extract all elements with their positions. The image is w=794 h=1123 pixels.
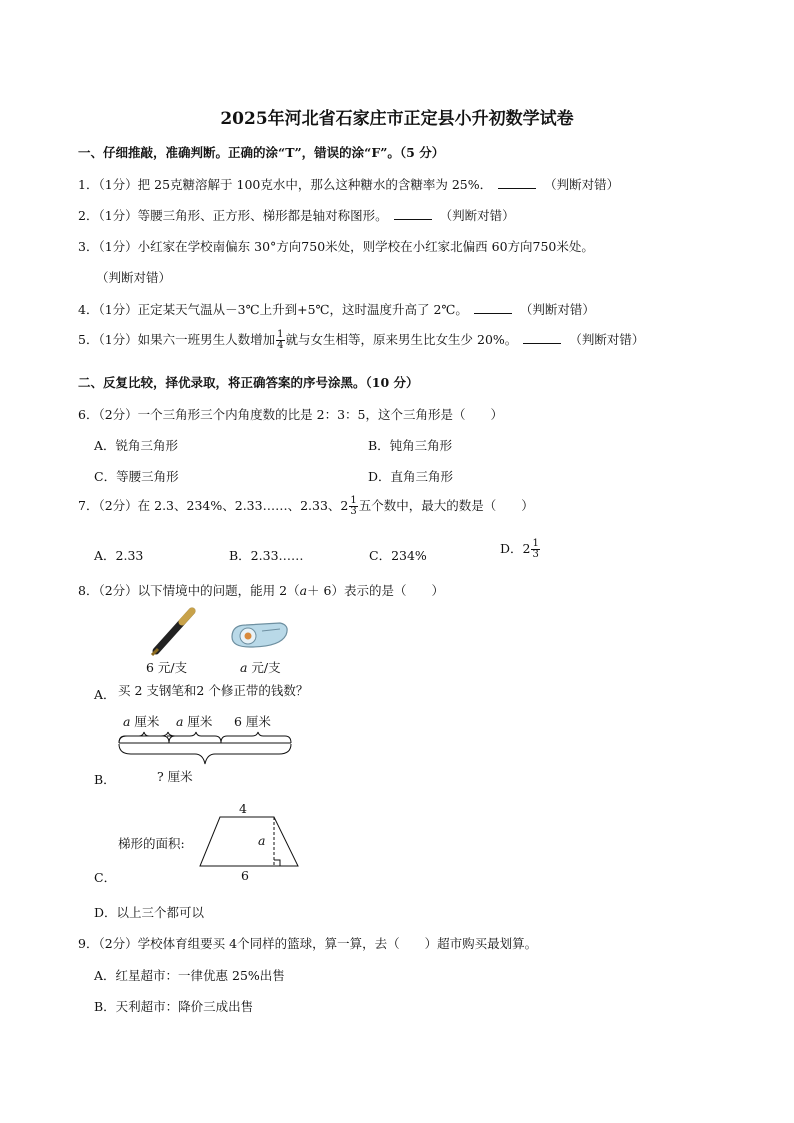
option-a[interactable]: A．红星超市：一律优惠 25%出售 [94,968,285,983]
trapezoid-area-label: 梯形的面积: [118,836,185,851]
option-a-text: 买 2 支钢笔和2 个修正带的钱数？ [118,683,309,698]
question-text-cont: 五个数中，最大的数是（ ） [358,498,534,513]
question-text: 3．（1分）小红家在学校南偏东 30°方向750米处，则学校在小红家北偏西 60方向750米处。 [78,239,594,254]
total-length: ? 厘米 [157,769,193,784]
option-c[interactable]: C．234% [369,548,427,563]
variable-a: a [176,714,184,729]
correction-tape-icon [228,617,292,651]
question-3 [78,237,594,255]
question-text: 8．（2分）以下情境中的问题，能用 2（ [78,583,300,598]
option-c[interactable] [94,868,116,886]
question-text-cont: 就与女生相等，原来男生比女生少 20%。 [285,332,518,347]
trapezoid-bottom-label: 6 [241,868,249,883]
option-d[interactable]: D．以上三个都可以 [94,905,205,920]
option-d[interactable]: D．直角三角形 [368,469,454,484]
fraction [276,330,284,351]
question-9: 9．（2分）学校体育组要买 4个同样的篮球，算一算，去（ ）超市购买最划算。 [78,936,538,951]
denominator: 4 [277,340,284,351]
judge-hint: （判断对错） [569,332,645,347]
question-text: 4．（1分）正定某天气温从－3℃上升到+5℃，这时温度升高了 2℃。 [78,302,468,317]
judge-hint: （判断对错） [544,177,620,192]
numerator: 1 [277,329,284,340]
answer-blank[interactable] [474,302,512,314]
option-a[interactable]: A．锐角三角形 [94,438,179,453]
trapezoid-height-label: a [258,833,266,848]
option-letter: A． [94,687,116,702]
section-2-heading: 二、反复比较，择优录取，将正确答案的序号涂黑。（10 分） [78,375,419,390]
segment-label-3: 6 厘米 [234,714,271,729]
variable-a: a [299,583,308,598]
trapezoid-diagram [196,814,306,870]
option-b[interactable]: B．天利超市：降价三成出售 [94,999,254,1014]
option-c[interactable]: C．等腰三角形 [94,469,179,484]
variable-a: a [240,660,248,675]
segment-label-1 [123,712,159,730]
option-b[interactable]: B．钝角三角形 [368,438,453,453]
option-d[interactable] [500,539,541,560]
question-text: 1．（1分）把 25克糖溶解于 100克水中，那么这种糖水的含糖率为 25%． [78,177,493,192]
denominator: 3 [532,549,539,560]
pen-price: 6 元/支 [146,660,188,675]
fraction [349,496,357,517]
unit: 厘米 [183,714,213,729]
section-1-heading: 一、仔细推敲，准确判断。正确的涂“T”，错误的涂“F”。（5 分） [78,145,445,160]
question-6: 6．（2分）一个三角形三个内角度数的比是 2：3：5，这个三角形是（ ） [78,407,503,422]
judge-hint: （判断对错） [439,208,515,223]
judge-hint: （判断对错） [519,302,595,317]
segment-label-2 [176,712,212,730]
question-text: 7．（2分）在 2.3、234%、2.33……、2.33、2 [78,498,349,513]
price-unit: 元/支 [247,660,281,675]
answer-blank[interactable] [523,332,561,344]
option-letter: B． [94,772,116,787]
option-d-label: D．2 [500,541,531,556]
denominator: 3 [350,506,357,517]
question-text: 5．（1分）如果六一班男生人数增加 [78,332,276,347]
question-3-hint: （判断对错） [96,270,172,285]
question-4 [78,300,595,318]
numerator: 1 [532,538,539,549]
page-title: 2025年河北省石家庄市正定县小升初数学试卷 [220,109,574,129]
answer-blank[interactable] [394,208,432,220]
question-text: 2．（1分）等腰三角形、正方形、梯形都是轴对称图形。 [78,208,388,223]
option-a[interactable]: A．2.33 [94,548,144,563]
trapezoid-top-label: 4 [239,801,247,816]
answer-blank[interactable] [498,177,536,189]
question-5 [78,330,644,351]
question-text-cont: ＋ 6）表示的是（ ） [307,583,444,598]
question-7 [78,496,534,517]
fraction [531,539,539,560]
question-2 [78,206,515,224]
question-1 [78,175,619,193]
pen-icon [148,605,200,657]
question-8 [78,581,444,599]
segment-diagram [115,730,295,770]
option-a[interactable] [94,685,116,703]
numerator: 1 [350,495,357,506]
option-letter: C． [94,870,117,885]
tape-price [240,658,281,676]
option-b[interactable]: B．2.33…… [229,548,304,563]
option-b[interactable] [94,770,116,788]
unit: 厘米 [130,714,160,729]
variable-a: a [123,714,131,729]
